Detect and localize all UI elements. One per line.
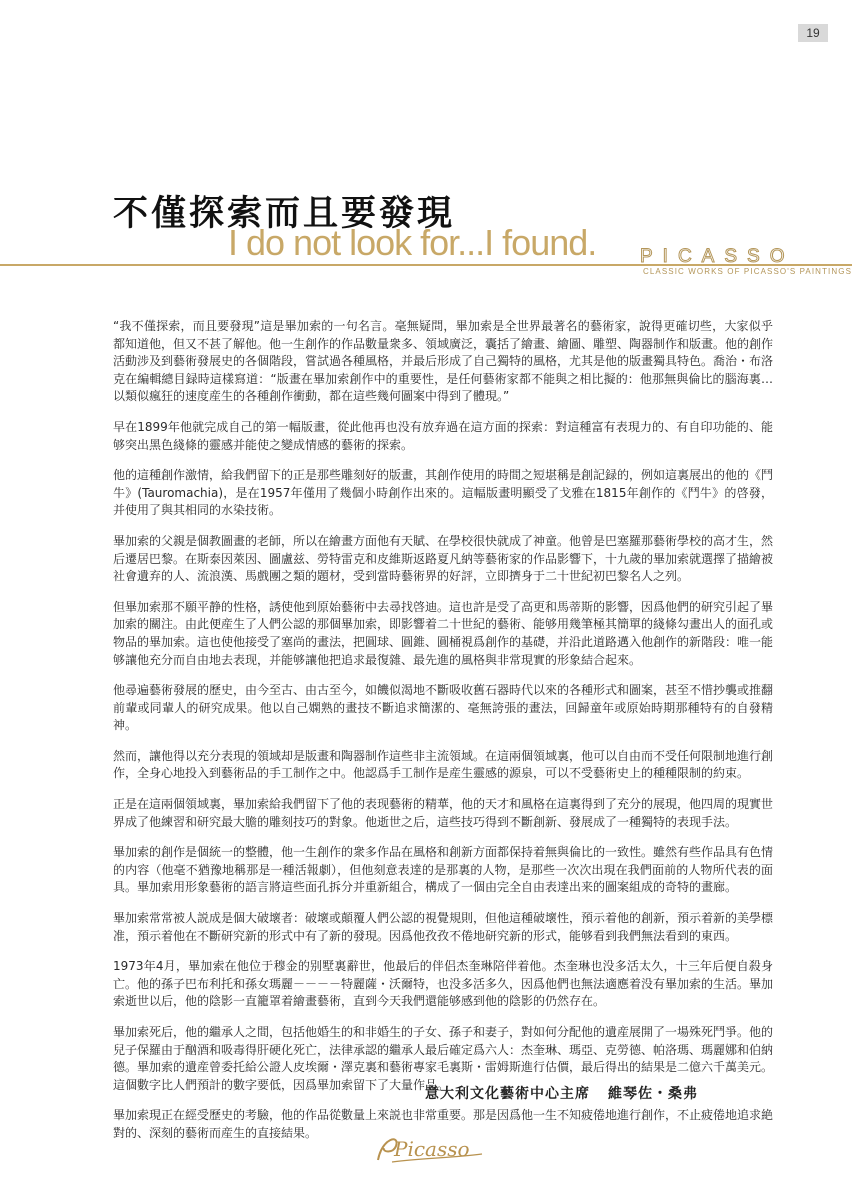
paragraph: 然而，讓他得以充分表現的領域却是版畫和陶器制作這些非主流領域。在這兩個領域裏，他可以自由而不受任何限制地進行創作，全身心地投入到藝術品的手工制作之中。他認爲手工制作是産生靈感的源泉，可以不受藝術史上的種種限制的約束。 xyxy=(113,748,774,781)
paragraph: 畢加索常常被人説成是個大破壞者：破壞或顛覆人們公認的視覺規則，但他這種破壞性，預示着他的創新，預示着新的美學標准，預示着他在不斷研究新的形式中有了新的發現。因爲他孜孜不倦地研究新的形式，能够看到我們無法看到的東西。 xyxy=(113,911,774,943)
paragraph: “我不僅探索，而且要發現”這是畢加索的一句名言。毫無疑問，畢加索是全世界最著名的藝術家，說得更確切些，大家似乎都知道他，但又不甚了解他。他一生創作的作品數量衆多、領域廣泛，囊括了繪畫、繪圖、雕塑、陶器制作和版畫。他的創作活動涉及到藝術發展史的各個階段，嘗試過各種風格，并最后形成了自己獨特的風格，尤其是他的版畫獨具特色。喬治・布洛克在編輯總目録時這樣寫道：“版畫在畢加索創作中的重要性，是任何藝術家都不能與之相比擬的：他那無與倫比的腦海裏…以類似瘋狂的速度産生的各種創作衝動，都在這些幾何圖案中得到了體現。” xyxy=(113,319,774,404)
page-number: 19 xyxy=(798,24,828,42)
page-title: 不僅探索而且要發現 xyxy=(113,194,456,234)
paragraph: 但畢加索那不願平静的性格，誘使他到原始藝術中去尋找啓迪。這也許是受了高更和馬蒂斯的影響，因爲他們的研究引起了畢加索的關注。由此便産生了人們公認的那個畢加索，即影響着二十世紀的藝術、能够用幾筆極其簡單的綫條勾畫出人的面孔或物品的畢加索。這也使他接受了塞尚的畫法，把圓球、圓錐、圓桶視爲創作的基礎，并沿此道路邁入他創作的新階段：唯一能够讓他充分而自由地去表现，并能够讓他把追求最復雜、最先進的風格與非常現實的形象結合起來。 xyxy=(113,599,774,667)
paragraph: 正是在這兩個領域裏，畢加索給我們留下了他的表现藝術的精華，他的天才和風格在這裏得到了充分的展現，他四周的現實世界成了他練習和研究最大膽的雕刻技巧的對象。他逝世之后，這些技巧得到不斷創新、發展成了一種獨特的表现手法。 xyxy=(113,797,774,829)
picasso-signature xyxy=(372,1128,492,1168)
paragraph: 畢加索現正在經受歷史的考驗，他的作品從數量上來説也非常重要。那是因爲他一生不知疲倦地進行創作，不止疲倦地追求絶對的、深刻的藝術而産生的直接結果。 xyxy=(113,1108,774,1140)
header-rule xyxy=(0,264,638,266)
paragraph: 畢加索的父親是個教圖畫的老師，所以在繪畫方面他有天賦、在學校很快就成了神童。他曾是巴塞羅那藝術學校的高才生，然后遷居巴黎。在斯泰因萊因、圖盧兹、勞特雷克和皮維斯返路夏凡納等藝術家的作品影響下，十九歲的畢加索就選擇了描繪被社會遺弃的人、流浪漢、馬戲團之類的題材，受到當時藝術界的好評，立即擠身于二十世紀初巴黎名人之列。 xyxy=(113,533,774,584)
paragraph: 早在1899年他就完成自己的第一幅版畫，從此他再也没有放弃過在這方面的探索：對這種富有表現力的、有自印功能的、能够突出黑色綫條的靈感并能使之變成情感的藝術的探索。 xyxy=(113,419,773,452)
article-body xyxy=(113,318,773,1156)
paragraph: 畢加索死后，他的繼承人之間，包括他婚生的和非婚生的子女、孫子和妻子，對如何分配他的遺産展開了一場殊死鬥爭。他的兒子保羅由于酗酒和吸毒得肝硬化死亡，法律承認的繼承人最后確定爲六人：杰奎琳、瑪亞、克勞德、帕洛瑪、瑪麗娜和伯納德。畢加索的遺産曾委托給公證人皮埃爾・澤克裏和藝術專家毛裏斯・雷姆斯進行估價，最后得出的結果是二億六千萬美元。這個數字比人們預計的數字要低，因爲畢加索留下了大量作品。 xyxy=(113,1025,774,1092)
svg-text:PICASSO: PICASSO xyxy=(640,246,795,264)
credit-org: 意大利文化藝術中心主席 xyxy=(425,1086,590,1102)
brand-logo xyxy=(640,246,818,264)
header-rule-tail xyxy=(638,264,852,266)
author-credit xyxy=(425,1083,698,1103)
brand-subtitle: CLASSIC WORKS OF PICASSO'S PAINTINGS xyxy=(643,267,852,276)
credit-name: 維琴佐・桑弗 xyxy=(608,1086,698,1102)
page-subtitle: I do not look for...I found. xyxy=(228,222,597,263)
paragraph: 他的這種創作激情，給我們留下的正是那些雕刻好的版畫，其創作使用的時間之短堪稱是創記録的，例如這裏展出的他的《鬥牛》(Tauromachia)，是在1957年僅用了幾個小時創作出來的。這幅版畫明顯受了戈雅在1815年創作的《鬥牛》的啓發，并使用了與其相同的水染技術。 xyxy=(113,468,774,518)
paragraph: 1973年4月，畢加索在他位于穆金的别墅裏辭世，他最后的伴侣杰奎琳陪伴着他。杰奎琳也没多活太久，十三年后便自殺身亡。他的孫子巴布利托和孫女瑪麗－－－－特麗薩・沃爾特，也没多活多久，因爲他們也無法適應着没有畢加索的生活。畢加索逝世以后，他的陰影一直籠罩着繪畫藝術，直到今天我們還能够感到他的陰影的仍然存在。 xyxy=(113,959,774,1009)
paragraph: 他尋遍藝術發展的歷史，由今至古、由古至今，如饑似渴地不斷吸收舊石器時代以來的各種形式和圖案，甚至不惜抄襲或推翻前輩或同輩人的研究成果。他以自己嫻熟的畫技不斷追求簡潔的、毫無誇張的畫法，回歸童年或原始時期那種特有的自發精神。 xyxy=(113,683,774,733)
svg-text:Picasso: Picasso xyxy=(394,1137,470,1161)
paragraph: 畢加索的創作是個統一的整體，他一生創作的衆多作品在風格和創新方面都保持着無與倫比的一致性。雖然有些作品具有色情的内容（他毫不猶豫地稱那是一種活報劇），但他刻意表達的是那裏的人物，是那些一次次出現在我們面前的人物所代表的面具。畢加索用形象藝術的語言將這些面孔拆分并重新組合，構成了一個由完全自由表達出来的圖案組成的奇特的畫廊。 xyxy=(113,845,774,895)
